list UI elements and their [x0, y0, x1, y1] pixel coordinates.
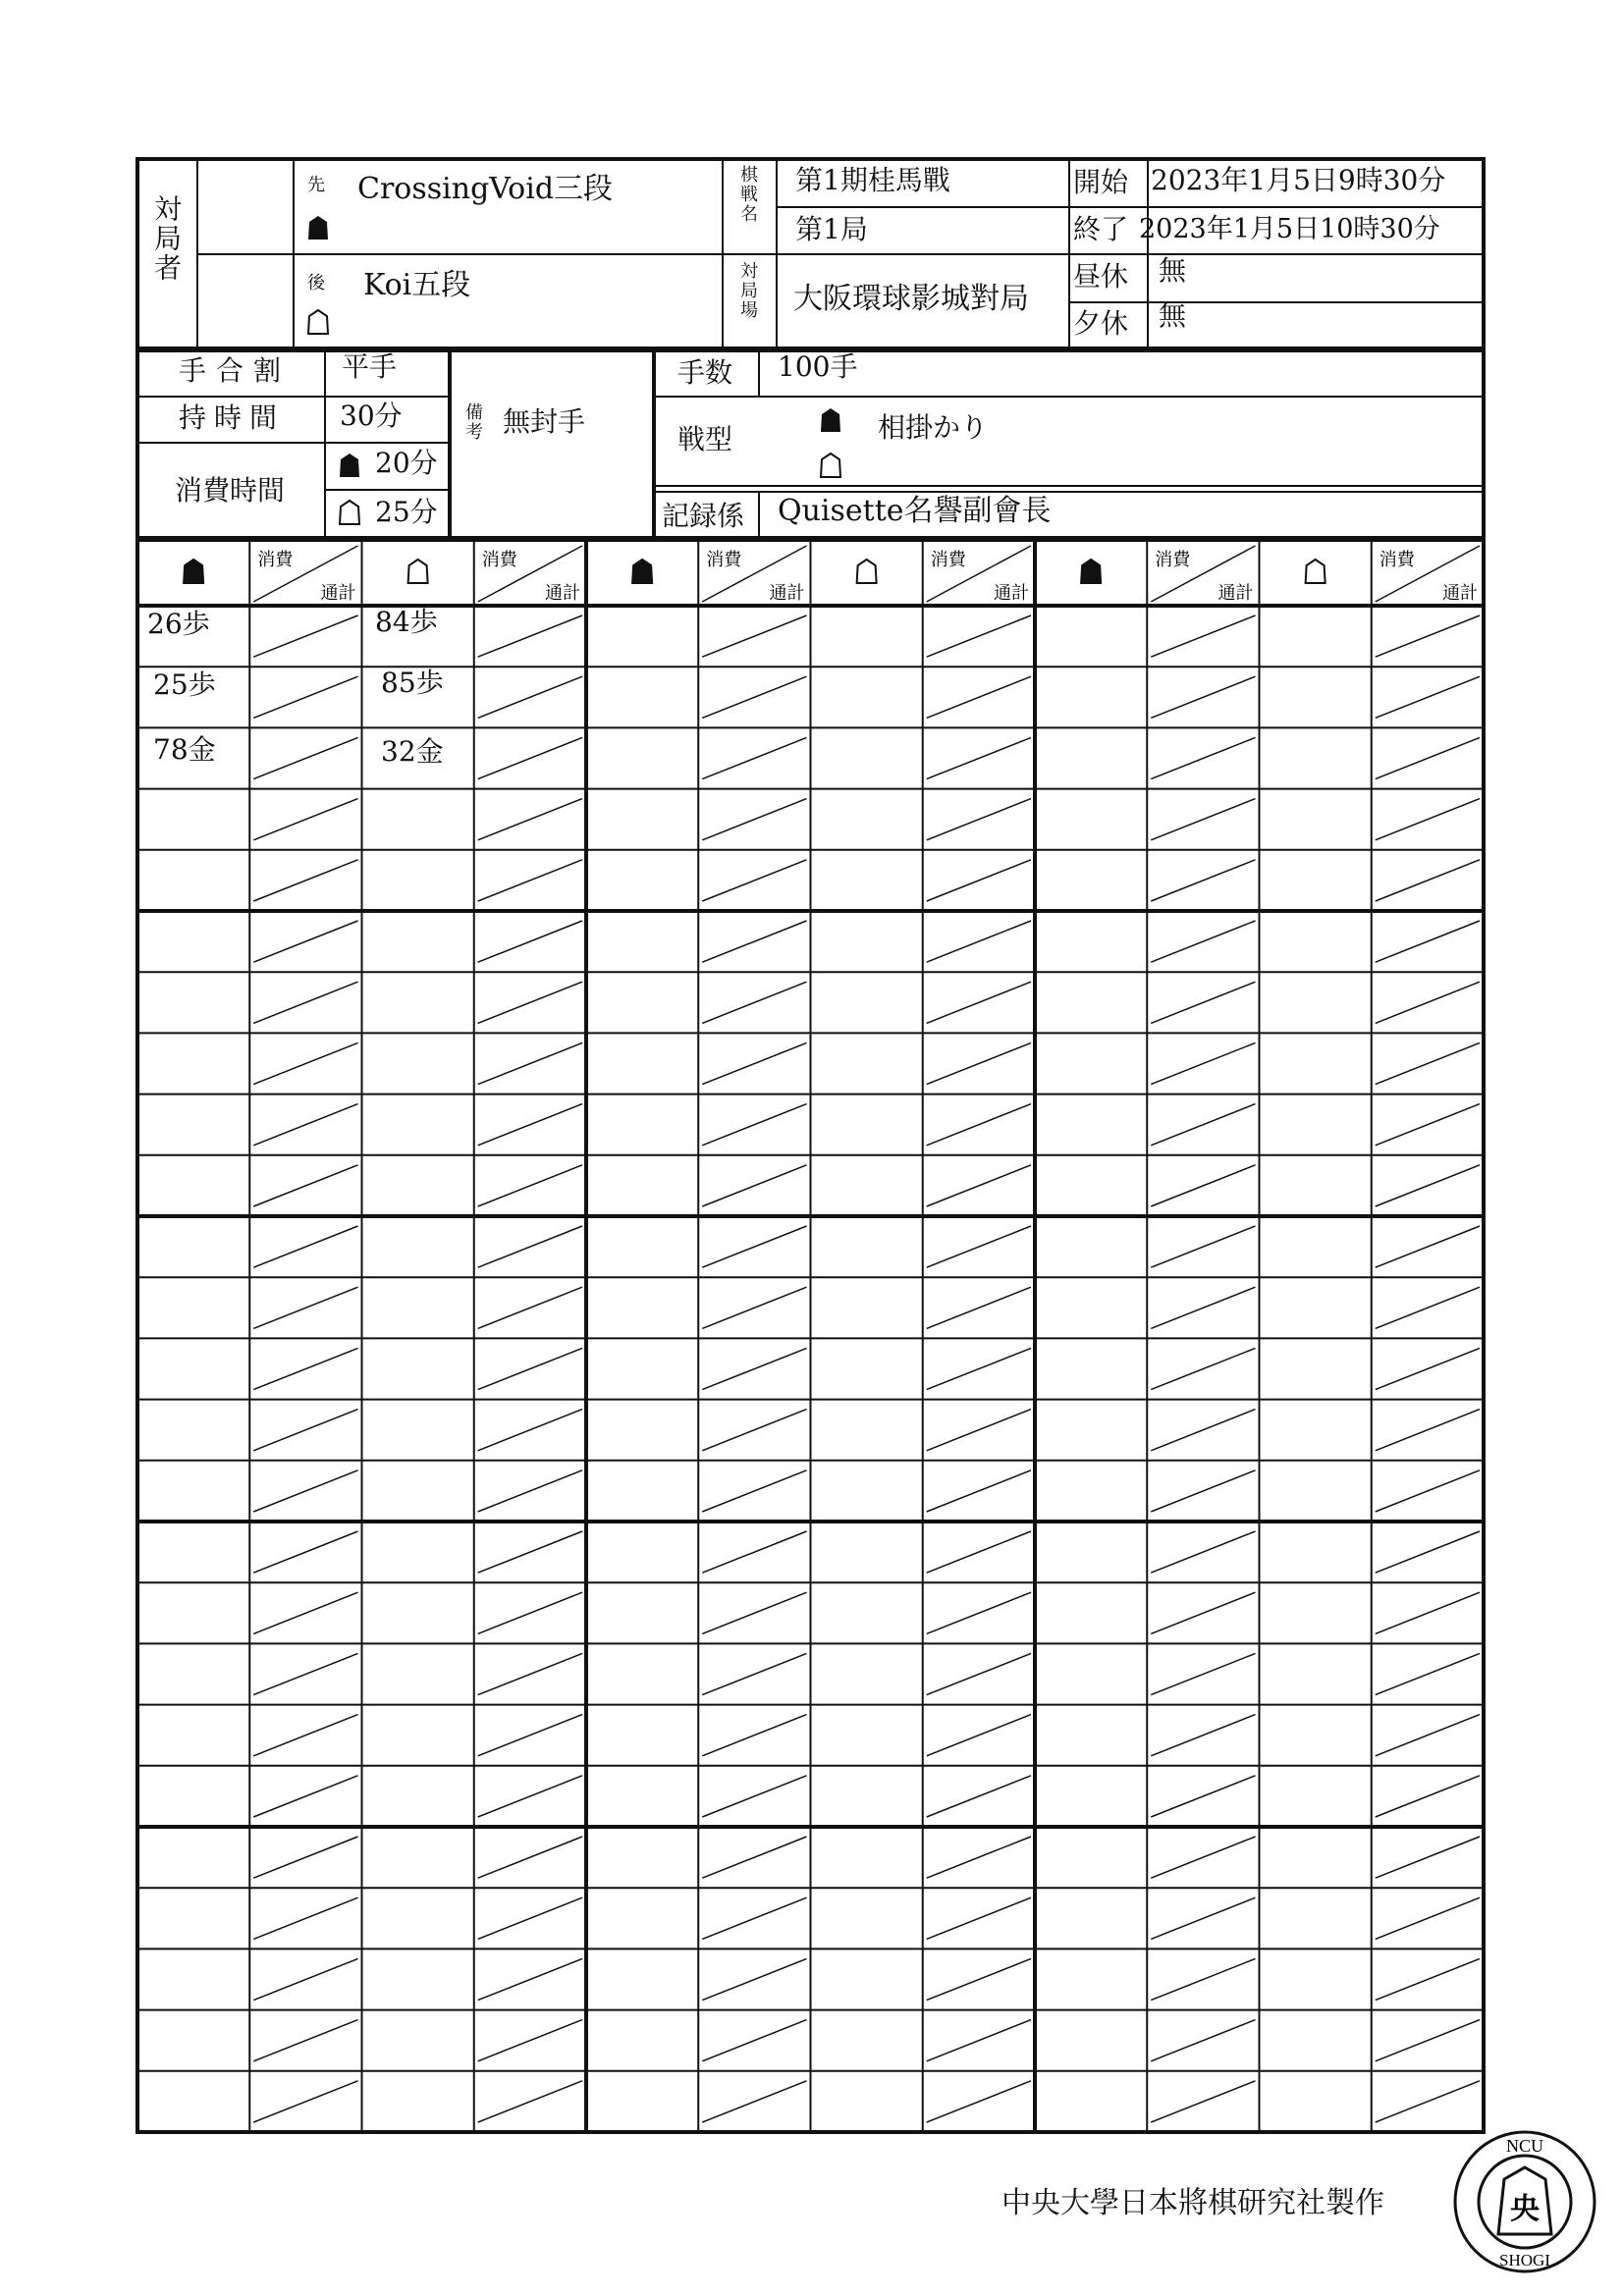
used-label: 消費時間 — [175, 474, 286, 507]
used-header: 消費 — [1155, 550, 1191, 570]
time-cell-slash — [478, 1715, 582, 1756]
time-cell-slash — [478, 1897, 582, 1939]
time-cell-slash — [927, 1104, 1031, 1146]
time-cell-slash — [1376, 1348, 1480, 1389]
time-cell-slash — [253, 1165, 357, 1206]
time-cell-slash — [478, 2020, 582, 2061]
handicap-value: 平手 — [342, 350, 398, 383]
time-cell-slash — [1151, 1653, 1255, 1694]
gote-piece-icon — [1306, 560, 1325, 583]
time-cell-slash — [478, 1531, 582, 1573]
time-cell-slash — [702, 737, 806, 778]
time-cell-slash — [927, 860, 1031, 901]
time-cell-slash — [478, 1653, 582, 1694]
strategy-label: 戦型 — [677, 423, 733, 455]
time-cell-slash — [478, 676, 582, 718]
time-cell-slash — [927, 1165, 1031, 1206]
sente-piece-icon — [184, 560, 203, 583]
time-cell-slash — [927, 1837, 1031, 1878]
time-cell-slash — [478, 2081, 582, 2122]
time-cell-slash — [927, 2020, 1031, 2061]
time-cell-slash — [253, 737, 357, 778]
move-cell: 84歩 — [375, 606, 438, 638]
time-cell-slash — [702, 860, 806, 901]
total-header: 通計 — [769, 583, 805, 604]
time-cell-slash — [702, 1348, 806, 1389]
time-cell-slash — [478, 615, 582, 657]
time-cell-slash — [702, 1531, 806, 1573]
remarks-label: 備考 — [462, 402, 483, 442]
gote-name: Koi五段 — [363, 268, 471, 302]
time-cell-slash — [478, 737, 582, 778]
time-cell-slash — [702, 1715, 806, 1756]
used-header: 消費 — [257, 550, 294, 570]
time-cell-slash — [253, 1653, 357, 1694]
time-cell-slash — [1151, 1165, 1255, 1206]
time-cell-slash — [1376, 1715, 1480, 1756]
sente-used: 20分 — [375, 447, 438, 479]
time-cell-slash — [1376, 860, 1480, 901]
moves-value: 100手 — [778, 350, 858, 383]
used-header: 消費 — [930, 550, 966, 570]
recorder-value: Quisette名譽副會長 — [778, 494, 1052, 528]
time-cell-slash — [1151, 737, 1255, 778]
move-cell: 25歩 — [153, 668, 216, 701]
used-header: 消費 — [706, 550, 742, 570]
time-cell-slash — [702, 1104, 806, 1146]
time-cell-slash — [702, 676, 806, 718]
time-cell-slash — [478, 921, 582, 962]
total-header: 通計 — [994, 583, 1029, 604]
time-cell-slash — [478, 1410, 582, 1451]
time-cell-slash — [1376, 1958, 1480, 2000]
time-cell-slash — [1151, 1348, 1255, 1389]
start-time: 2023年1月5日9時30分 — [1151, 164, 1446, 196]
time-cell-slash — [253, 1410, 357, 1451]
total-header: 通計 — [1442, 583, 1478, 604]
lunch-label: 昼休 — [1073, 260, 1129, 293]
time-cell-slash — [702, 1165, 806, 1206]
time-cell-slash — [927, 1348, 1031, 1389]
time-cell-slash — [253, 860, 357, 901]
time-cell-slash — [1151, 2081, 1255, 2122]
time-cell-slash — [253, 1897, 357, 1939]
time-cell-slash — [1151, 921, 1255, 962]
time-cell-slash — [253, 921, 357, 962]
time-cell-slash — [1151, 860, 1255, 901]
time-cell-slash — [478, 1470, 582, 1512]
time-cell-slash — [702, 1837, 806, 1878]
time-cell-slash — [702, 982, 806, 1023]
start-label: 開始 — [1073, 166, 1129, 198]
time-cell-slash — [1376, 1837, 1480, 1878]
time-cell-slash — [1376, 1897, 1480, 1939]
time-cell-slash — [927, 737, 1031, 778]
move-cell: 26歩 — [147, 608, 210, 640]
gote-label: 後 — [307, 273, 325, 294]
time-cell-slash — [253, 1470, 357, 1512]
dinner-value: 無 — [1159, 299, 1187, 332]
kisen-name: 第1期桂馬戰 — [795, 164, 950, 196]
time-cell-slash — [478, 1776, 582, 1817]
time-cell-slash — [253, 1715, 357, 1756]
time-cell-slash — [253, 1104, 357, 1146]
time-cell-slash — [478, 1165, 582, 1206]
time-cell-slash — [1376, 799, 1480, 840]
time-cell-slash — [927, 676, 1031, 718]
game-number: 第1局 — [795, 213, 868, 245]
time-cell-slash — [1151, 982, 1255, 1023]
time-cell-slash — [702, 1958, 806, 2000]
time-cell-slash — [1151, 1226, 1255, 1267]
time-cell-slash — [253, 1592, 357, 1633]
sente-name: CrossingVoid三段 — [357, 172, 614, 206]
time-cell-slash — [1151, 1287, 1255, 1328]
time-cell-slash — [927, 1897, 1031, 1939]
time-cell-slash — [1376, 1104, 1480, 1146]
time-cell-slash — [927, 1958, 1031, 2000]
venue-label: 対局場 — [737, 261, 758, 320]
time-cell-slash — [1376, 982, 1480, 1023]
used-header: 消費 — [1379, 550, 1415, 570]
time-cell-slash — [927, 1653, 1031, 1694]
time-cell-slash — [478, 1837, 582, 1878]
time-cell-slash — [253, 1042, 357, 1084]
time-cell-slash — [1151, 1592, 1255, 1633]
time-cell-slash — [702, 1410, 806, 1451]
recorder-label: 記録係 — [662, 500, 745, 532]
time-cell-slash — [927, 921, 1031, 962]
time-cell-slash — [253, 1776, 357, 1817]
time-cell-slash — [702, 799, 806, 840]
gote-used: 25分 — [375, 496, 438, 528]
time-cell-slash — [253, 1287, 357, 1328]
time-cell-slash — [927, 2081, 1031, 2122]
time-cell-slash — [1376, 1592, 1480, 1633]
time-cell-slash — [702, 1653, 806, 1694]
maker-text: 中央大學日本將棋研究社製作 — [1001, 2186, 1384, 2220]
time-cell-slash — [1376, 2081, 1480, 2122]
time-cell-slash — [1151, 1410, 1255, 1451]
total-header: 通計 — [545, 583, 580, 604]
time-cell-slash — [1151, 1470, 1255, 1512]
time-cell-slash — [1151, 615, 1255, 657]
time-cell-slash — [927, 1470, 1031, 1512]
time-cell-slash — [702, 2020, 806, 2061]
taikyokusha-label: 対局者 — [150, 194, 183, 283]
time-cell-slash — [702, 1287, 806, 1328]
kisen-label: 棋戦名 — [737, 165, 758, 224]
gote-piece-icon — [408, 560, 428, 583]
time-cell-slash — [478, 1287, 582, 1328]
time-cell-slash — [1376, 2020, 1480, 2061]
time-cell-slash — [1151, 1531, 1255, 1573]
time-label: 持時間 — [179, 401, 286, 434]
sente-label: 先 — [307, 175, 325, 195]
time-cell-slash — [253, 1837, 357, 1878]
time-cell-slash — [253, 2081, 357, 2122]
time-cell-slash — [1151, 1042, 1255, 1084]
time-cell-slash — [927, 799, 1031, 840]
time-cell-slash — [927, 1531, 1031, 1573]
time-cell-slash — [1151, 1715, 1255, 1756]
time-cell-slash — [1151, 1837, 1255, 1878]
time-cell-slash — [1151, 1104, 1255, 1146]
time-cell-slash — [1376, 1776, 1480, 1817]
time-cell-slash — [702, 1042, 806, 1084]
time-cell-slash — [478, 860, 582, 901]
time-cell-slash — [1376, 921, 1480, 962]
time-cell-slash — [253, 1348, 357, 1389]
time-cell-slash — [702, 1776, 806, 1817]
time-cell-slash — [1376, 676, 1480, 718]
end-label: 終了 — [1073, 213, 1129, 245]
time-cell-slash — [927, 1715, 1031, 1756]
time-cell-slash — [1376, 1531, 1480, 1573]
time-cell-slash — [927, 1776, 1031, 1817]
sente-piece-icon — [1081, 560, 1101, 583]
move-cell: 78金 — [153, 733, 216, 766]
time-cell-slash — [1151, 676, 1255, 718]
time-cell-slash — [1376, 1042, 1480, 1084]
time-cell-slash — [1151, 1958, 1255, 2000]
remarks-value: 無封手 — [503, 405, 586, 438]
time-cell-slash — [927, 1042, 1031, 1084]
logo-ring-bottom: SHOGI — [1499, 2251, 1550, 2269]
time-cell-slash — [927, 615, 1031, 657]
time-cell-slash — [1151, 1897, 1255, 1939]
time-cell-slash — [1376, 1653, 1480, 1694]
handicap-label: 手合割 — [179, 354, 292, 387]
time-cell-slash — [1376, 737, 1480, 778]
gote-piece-icon — [857, 560, 877, 583]
time-cell-slash — [1151, 799, 1255, 840]
used-header: 消費 — [481, 550, 517, 570]
venue: 大阪環球影城對局 — [793, 282, 1029, 316]
time-cell-slash — [1376, 1470, 1480, 1512]
time-cell-slash — [1376, 1226, 1480, 1267]
time-cell-slash — [1151, 1776, 1255, 1817]
total-header: 通計 — [320, 583, 356, 604]
time-value: 30分 — [340, 400, 403, 432]
time-cell-slash — [927, 982, 1031, 1023]
time-cell-slash — [1376, 615, 1480, 657]
time-cell-slash — [253, 2020, 357, 2061]
time-cell-slash — [253, 982, 357, 1023]
time-cell-slash — [478, 1958, 582, 2000]
strategy-value: 相掛かり — [878, 411, 989, 444]
time-cell-slash — [253, 676, 357, 718]
move-cell: 85歩 — [381, 667, 444, 699]
time-cell-slash — [702, 1897, 806, 1939]
time-cell-slash — [702, 1226, 806, 1267]
logo-ring-top: NCU — [1505, 2136, 1544, 2156]
total-header: 通計 — [1217, 583, 1254, 604]
time-cell-slash — [1376, 1165, 1480, 1206]
sente-piece-icon — [632, 560, 652, 583]
time-cell-slash — [478, 1104, 582, 1146]
time-cell-slash — [253, 1531, 357, 1573]
time-cell-slash — [927, 1287, 1031, 1328]
time-cell-slash — [927, 1410, 1031, 1451]
lunch-value: 無 — [1159, 254, 1187, 287]
time-cell-slash — [478, 1348, 582, 1389]
time-cell-slash — [253, 799, 357, 840]
time-cell-slash — [1376, 1410, 1480, 1451]
dinner-label: 夕休 — [1073, 307, 1129, 340]
time-cell-slash — [478, 982, 582, 1023]
time-cell-slash — [702, 615, 806, 657]
time-cell-slash — [927, 1226, 1031, 1267]
time-cell-slash — [478, 1226, 582, 1267]
time-cell-slash — [253, 1958, 357, 2000]
time-cell-slash — [478, 799, 582, 840]
time-cell-slash — [927, 1592, 1031, 1633]
time-cell-slash — [1376, 1287, 1480, 1328]
logo-center: 央 — [1510, 2192, 1540, 2226]
club-logo — [1451, 2128, 1598, 2275]
time-cell-slash — [1151, 2020, 1255, 2061]
time-cell-slash — [702, 1592, 806, 1633]
time-cell-slash — [702, 1470, 806, 1512]
time-cell-slash — [702, 2081, 806, 2122]
moves-label: 手数 — [677, 356, 733, 389]
time-cell-slash — [253, 615, 357, 657]
time-cell-slash — [702, 921, 806, 962]
time-cell-slash — [478, 1042, 582, 1084]
time-cell-slash — [478, 1592, 582, 1633]
time-cell-slash — [253, 1226, 357, 1267]
end-time: 2023年1月5日10時30分 — [1139, 214, 1440, 244]
move-cell: 32金 — [381, 735, 444, 768]
